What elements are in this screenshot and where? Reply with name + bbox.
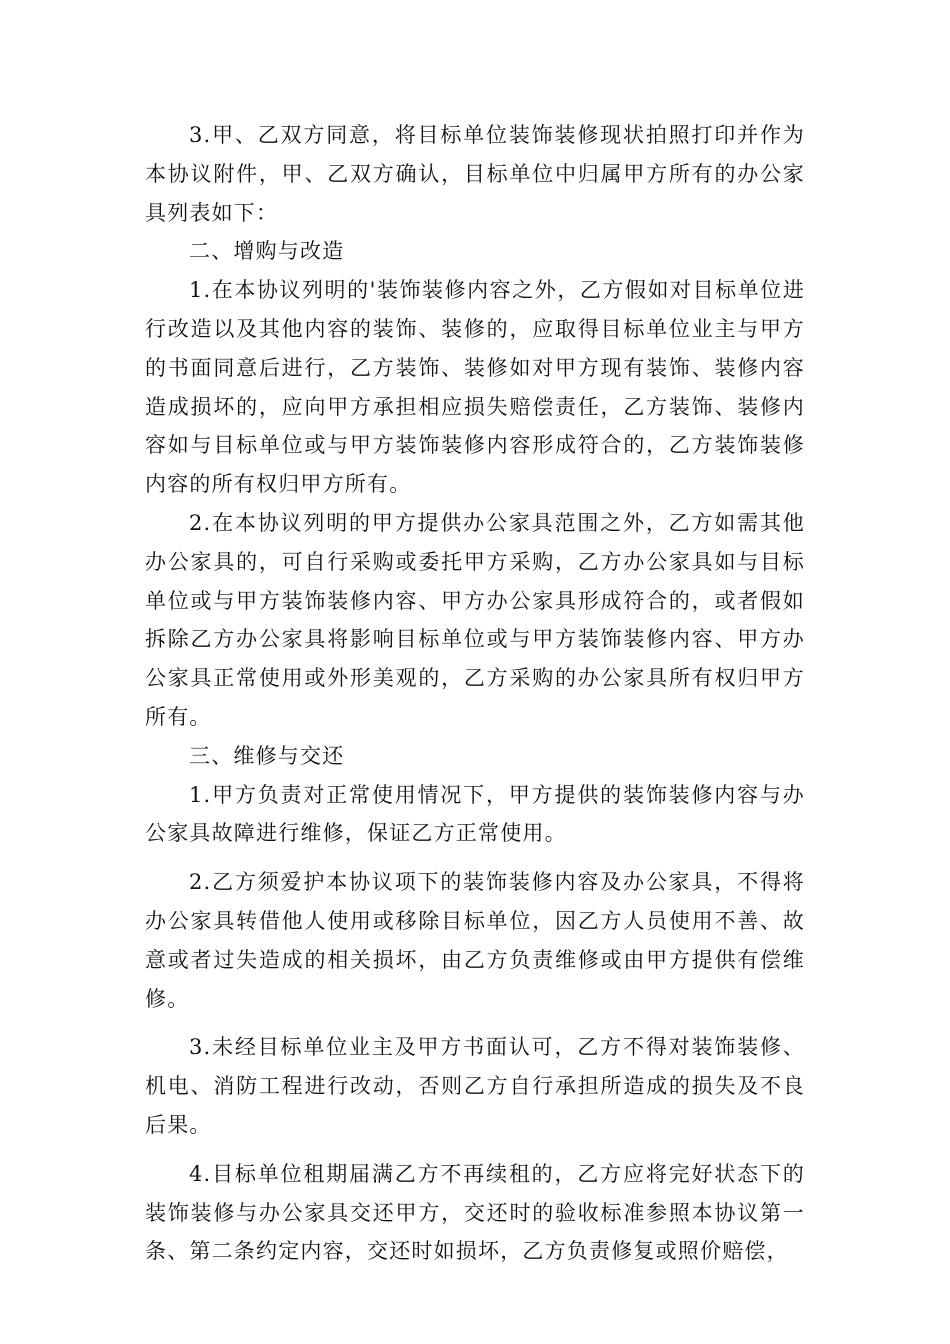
paragraph-3-no-modification: 3.未经目标单位业主及甲方书面认可，乙方不得对装饰装修、机电、消防工程进行改动，否则乙方自行承担所造成的损失及不良后果。 xyxy=(145,1035,805,1137)
paragraph-3-photo-attachment: 3.甲、乙双方同意，将目标单位装饰装修现状拍照打印并作为本协议附件，甲、乙双方确认，目标单位中归属甲方所有的办公家具列表如下： xyxy=(145,123,805,225)
paragraph-1-repair: 1.甲方负责对正常使用情况下，甲方提供的装饰装修内容与办公家具故障进行维修，保证乙方正常使用。 xyxy=(145,782,805,846)
section-heading-additions: 二、增购与改造 xyxy=(189,239,345,264)
paragraph-4-return: 4.目标单位租期届满乙方不再续租的，乙方应将完好状态下的装饰装修与办公家具交还甲方，交还时的验收标准参照本协议第一条、第二条约定内容，交还时如损坏，乙方负责修复或照价赔偿， xyxy=(145,1161,805,1264)
paragraph-1-renovation: 1.在本协议列明的'装饰装修内容之外，乙方假如对目标单位进行改造以及其他内容的装饰、装修的，应取得目标单位业主与甲方的书面同意后进行，乙方装饰、装修如对甲方现有装饰、装修内容造成损坏的，应向甲方承担相应损失赔偿责任，乙方装饰、装修内容如与目标单位或与甲方装饰装修内容形成符合的，乙方装饰装修内容的所有权归甲方所有。 xyxy=(145,278,805,497)
paragraph-2-care: 2.乙方须爱护本协议项下的装饰装修内容及办公家具，不得将办公家具转借他人使用或移除目标单位，因乙方人员使用不善、故意或者过失造成的相关损坏，由乙方负责维修或由甲方提供有偿维修。 xyxy=(145,870,805,1011)
document-body xyxy=(145,116,805,1271)
section-heading-maintenance: 三、维修与交还 xyxy=(189,743,345,768)
paragraph-2-furniture-purchase: 2.在本协议列明的甲方提供办公家具范围之外，乙方如需其他办公家具的，可自行采购或委托甲方采购，乙方办公家具如与目标单位或与甲方装饰装修内容、甲方办公家具形成符合的，或者假如拆除乙方办公家具将影响目标单位或与甲方装饰装修内容、甲方办公家具正常使用或外形美观的，乙方采购的办公家具所有权归甲方所有。 xyxy=(145,510,805,729)
